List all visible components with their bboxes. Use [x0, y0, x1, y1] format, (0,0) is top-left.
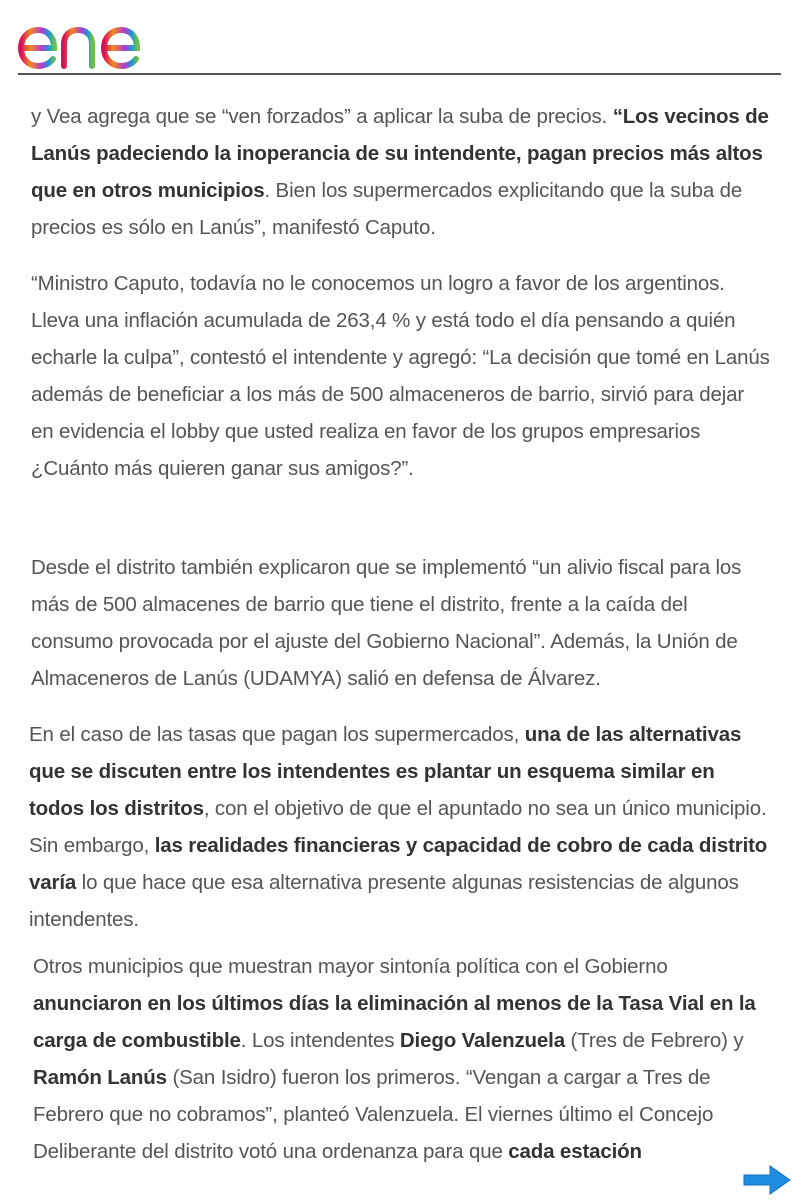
paragraph-5 [33, 948, 778, 1170]
text-run: (San Isidro) fueron los primeros. “Vengan a cargar a Tres de Febrero que no cobramos”, planteó Valenzuela. El viernes último el Concejo Deliberante del distrito votó una ordenanza para que [33, 1066, 714, 1163]
text-run: . Los intendentes [240, 1029, 400, 1052]
text-run: Desde el distrito también explicaron que se implementó “un alivio fiscal para los más de 500 almacenes de barrio que tiene el distrito, frente a la caída del consumo provocada por el ajuste del Gobierno Nacional”. Además, la Unión de Almaceneros de Lanús (UDAMYA) salió en defensa de Álvarez. [31, 556, 742, 690]
paragraph-4 [29, 716, 771, 938]
enel-logo[interactable] [16, 6, 186, 70]
bold-text: Ramón Lanús [33, 1066, 167, 1089]
text-run: lo que hace que esa alternativa presente algunas resistencias de algunos intendentes. [29, 871, 739, 931]
arrow-right-icon[interactable] [742, 1164, 792, 1196]
bold-text: anunciaron en los últimos días la eliminación al menos de la Tasa Vial en la carga de combustible [33, 992, 756, 1052]
text-run: Otros municipios que muestran mayor sintonía política con el Gobierno [33, 955, 668, 978]
paragraph-1 [31, 98, 771, 246]
paragraph-2 [31, 265, 771, 487]
bold-text: Diego Valenzuela [399, 1029, 565, 1052]
bold-text: una de las alternativas que se discuten entre los intendentes es plantar un esquema similar en todos los distritos [29, 723, 742, 820]
text-run: . Bien los supermercados explicitando que la suba de precios es sólo en Lanús”, manifestó Caputo. [31, 179, 743, 239]
site-header [0, 0, 800, 76]
text-run: En el caso de las tasas que pagan los supermercados, [29, 723, 525, 746]
text-run: y Vea agrega que se “ven forzados” a aplicar la suba de precios. [31, 105, 613, 128]
bold-text: las realidades financieras y capacidad de cobro de cada distrito varía [29, 834, 768, 894]
text-run: (Tres de Febrero) y [564, 1029, 744, 1052]
text-run: , con el objetivo de que el apuntado no sea un único municipio. Sin embargo, [29, 797, 767, 857]
bold-text: cada estación [508, 1140, 642, 1163]
bold-text: “Los vecinos de Lanús padeciendo la inoperancia de su intendente, pagan precios más altos que en otros municipios [31, 105, 769, 202]
header-divider [18, 73, 781, 75]
text-run: “Ministro Caputo, todavía no le conocemos un logro a favor de los argentinos. Lleva una inflación acumulada de 263,4 % y está todo el día pensando a quién echarle la culpa”, contestó el intendente y agregó: “La decisión que tomé en Lanús además de beneficiar a los más de 500 almaceneros de barrio, sirvió para dejar en evidencia el lobby que usted realiza en favor de los grupos empresarios ¿Cuánto más quieren ganar sus amigos?”. [31, 272, 770, 480]
paragraph-3 [31, 549, 771, 697]
